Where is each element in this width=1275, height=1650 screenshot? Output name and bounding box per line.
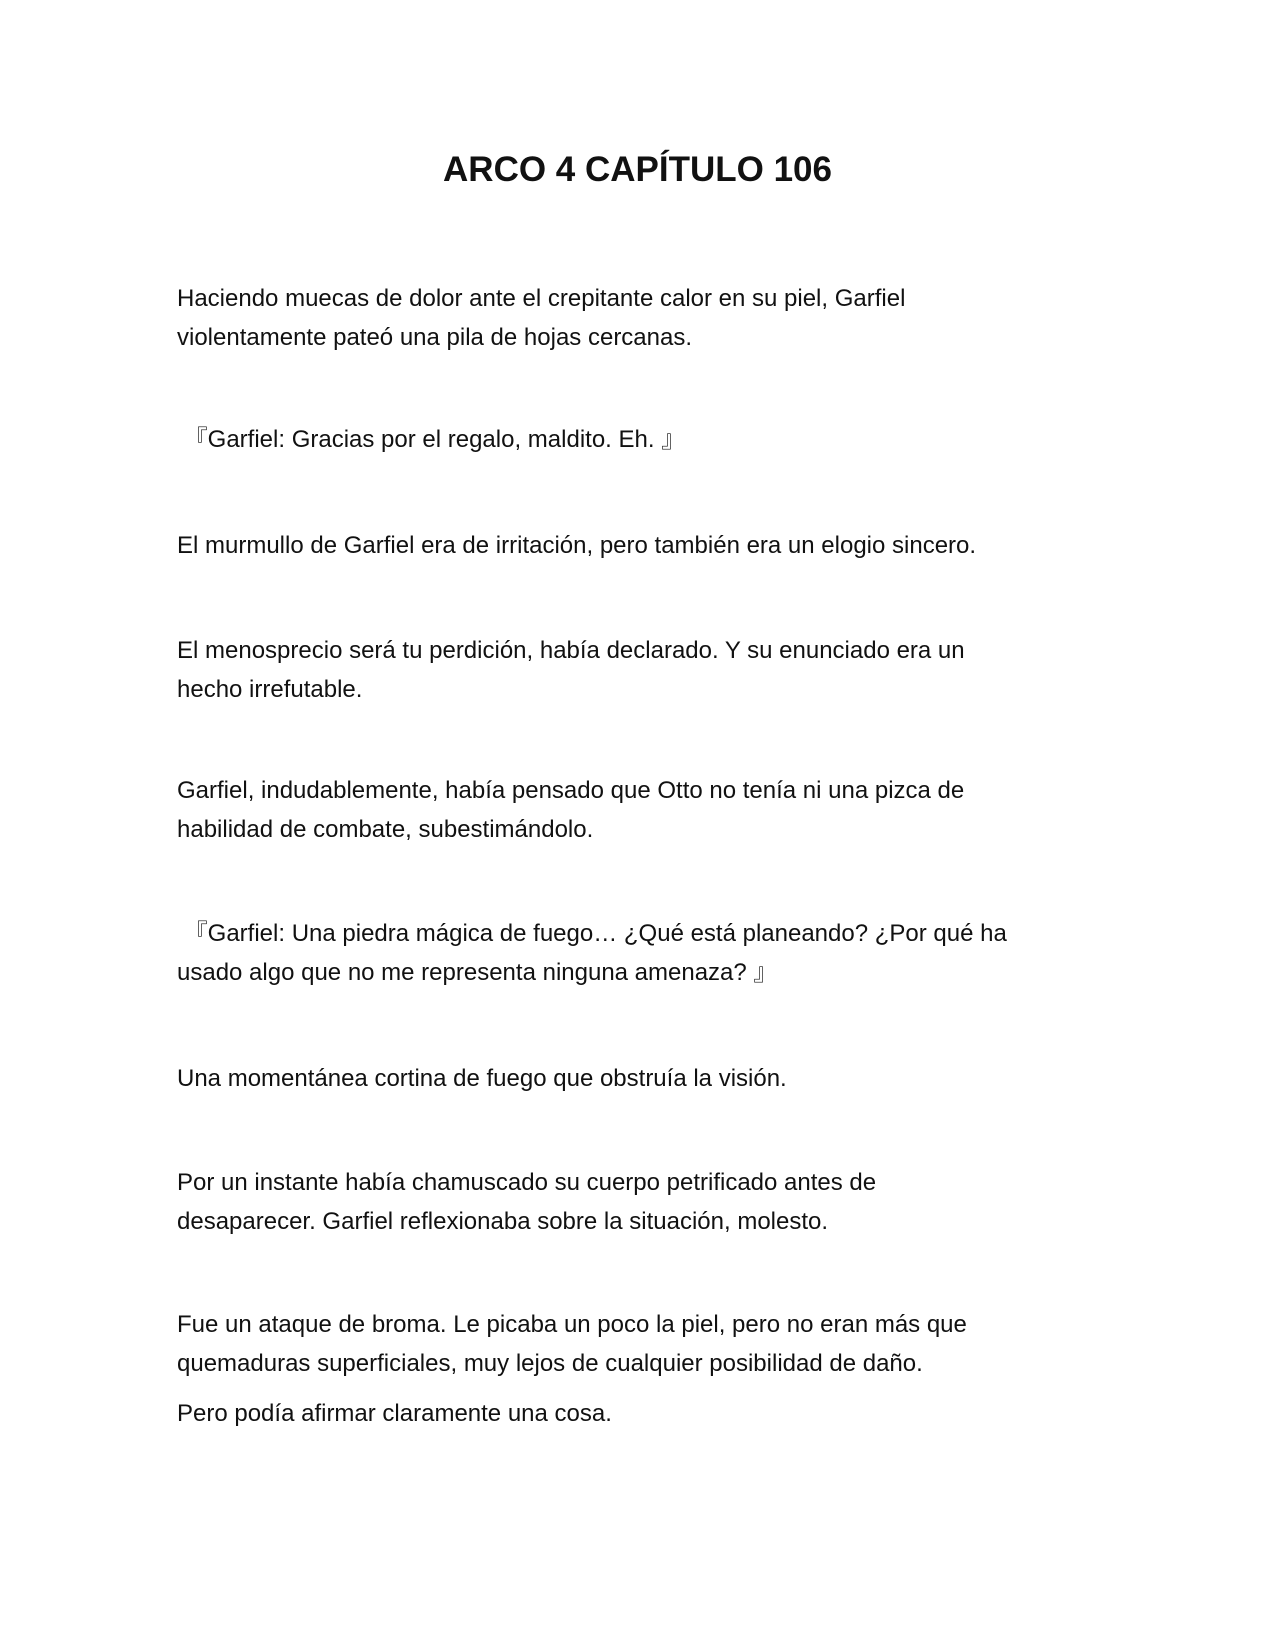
paragraph-line: El menosprecio será tu perdición, había declarado. Y su enunciado era un	[177, 637, 965, 664]
paragraph-line: Fue un ataque de broma. Le picaba un poco la piel, pero no eran más que	[177, 1311, 967, 1338]
paragraph-line: Pero podía afirmar claramente una cosa.	[177, 1400, 612, 1427]
paragraph-1	[177, 279, 1097, 357]
paragraph-line: Garfiel, indudablemente, había pensado que Otto no tenía ni una pizca de	[177, 777, 965, 804]
paragraph-line: Una momentánea cortina de fuego que obstruía la visión.	[177, 1065, 787, 1092]
paragraph-8	[177, 1394, 1097, 1433]
paragraph-line: Haciendo muecas de dolor ante el crepitante calor en su piel, Garfiel	[177, 285, 906, 312]
chapter-title: ARCO 4 CAPÍTULO 106	[443, 150, 832, 189]
dialogue-line: 『Garfiel: Una piedra mágica de fuego… ¿Qué está planeando? ¿Por qué ha	[177, 920, 1007, 947]
paragraph-line: hecho irrefutable.	[177, 676, 363, 703]
dialogue-1	[177, 420, 1097, 459]
dialogue-line: usado algo que no me representa ninguna amenaza? 』	[177, 959, 778, 986]
paragraph-line: violentamente pateó una pila de hojas cercanas.	[177, 324, 693, 351]
paragraph-line: El murmullo de Garfiel era de irritación, pero también era un elogio sincero.	[177, 532, 977, 559]
paragraph-7	[177, 1305, 1097, 1383]
paragraph-line: habilidad de combate, subestimándolo.	[177, 816, 594, 843]
paragraph-line: Por un instante había chamuscado su cuerpo petrificado antes de	[177, 1169, 877, 1196]
paragraph-line: quemaduras superficiales, muy lejos de cualquier posibilidad de daño.	[177, 1350, 923, 1377]
paragraph-3	[177, 631, 1097, 709]
paragraph-6	[177, 1163, 1097, 1241]
paragraph-4	[177, 771, 1097, 849]
paragraph-2	[177, 526, 1097, 565]
paragraph-line: desaparecer. Garfiel reflexionaba sobre la situación, molesto.	[177, 1208, 829, 1235]
dialogue-2	[177, 914, 1097, 992]
dialogue-line: 『Garfiel: Gracias por el regalo, maldito. Eh. 』	[177, 426, 686, 453]
paragraph-5	[177, 1059, 1097, 1098]
